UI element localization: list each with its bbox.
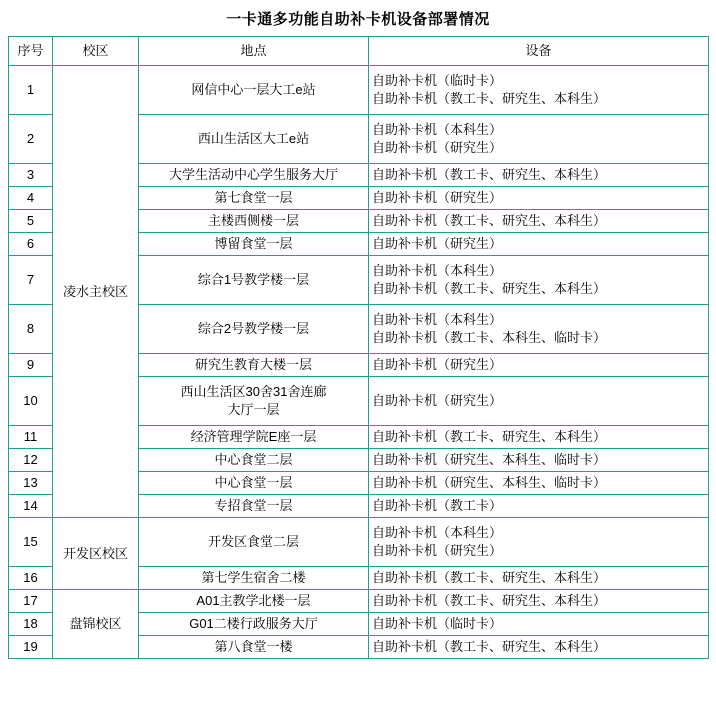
cell-seq: 7 <box>9 256 53 305</box>
device-line: 自助补卡机（研究生、本科生、临时卡） <box>372 452 607 467</box>
place-line: 中心食堂一层 <box>214 475 293 490</box>
cell-place <box>139 210 369 233</box>
device-line: 自助补卡机（教工卡、研究生、本科生） <box>372 281 607 296</box>
cell-place <box>139 66 369 115</box>
cell-campus: 开发区校区 <box>53 518 139 590</box>
cell-place <box>139 518 369 567</box>
cell-seq: 16 <box>9 567 53 590</box>
table-row <box>9 590 709 613</box>
device-line: 自助补卡机（研究生） <box>372 236 503 251</box>
cell-device <box>369 636 709 659</box>
cell-device <box>369 115 709 164</box>
place-line: 大学生活动中心学生服务大厅 <box>168 167 338 182</box>
place-line: 大厅一层 <box>227 402 280 417</box>
cell-device <box>369 472 709 495</box>
cell-device <box>369 164 709 187</box>
cell-device <box>369 210 709 233</box>
table-row <box>9 66 709 115</box>
device-line: 自助补卡机（研究生） <box>372 190 503 205</box>
cell-place <box>139 636 369 659</box>
cell-seq: 8 <box>9 305 53 354</box>
cell-seq: 18 <box>9 613 53 636</box>
device-line: 自助补卡机（教工卡、研究生、本科生） <box>372 570 607 585</box>
cell-place <box>139 495 369 518</box>
place-line: A01主教学北楼一层 <box>196 593 311 608</box>
place-line: 第八食堂一楼 <box>214 639 293 654</box>
device-line: 自助补卡机（教工卡） <box>372 498 503 513</box>
column-header-device: 设备 <box>369 37 709 66</box>
cell-place <box>139 449 369 472</box>
column-header-place: 地点 <box>139 37 369 66</box>
cell-device <box>369 354 709 377</box>
place-line: G01二楼行政服务大厅 <box>189 616 318 631</box>
place-line: 专招食堂一层 <box>214 498 293 513</box>
place-line: 西山生活区30舍31舍连廊 <box>180 384 327 399</box>
table-header-row <box>9 37 709 66</box>
cell-campus: 凌水主校区 <box>53 66 139 518</box>
table-body <box>9 66 709 659</box>
cell-seq: 11 <box>9 426 53 449</box>
place-line: 第七学生宿舍二楼 <box>201 570 306 585</box>
cell-device <box>369 305 709 354</box>
cell-place <box>139 590 369 613</box>
device-line: 自助补卡机（本科生） <box>372 525 503 540</box>
device-line: 自助补卡机（本科生） <box>372 122 503 137</box>
deployment-table <box>8 36 709 659</box>
cell-seq: 9 <box>9 354 53 377</box>
cell-seq: 2 <box>9 115 53 164</box>
place-line: 博留食堂一层 <box>214 236 293 251</box>
cell-seq: 12 <box>9 449 53 472</box>
cell-place <box>139 613 369 636</box>
device-line: 自助补卡机（研究生） <box>372 140 503 155</box>
cell-device <box>369 233 709 256</box>
device-line: 自助补卡机（教工卡、研究生、本科生） <box>372 593 607 608</box>
column-header-seq: 序号 <box>9 37 53 66</box>
cell-device <box>369 518 709 567</box>
cell-device <box>369 567 709 590</box>
cell-seq: 6 <box>9 233 53 256</box>
cell-device <box>369 377 709 426</box>
cell-device <box>369 187 709 210</box>
device-line: 自助补卡机（教工卡、研究生、本科生） <box>372 167 607 182</box>
place-line: 主楼西侧楼一层 <box>207 213 299 228</box>
cell-place <box>139 377 369 426</box>
device-line: 自助补卡机（研究生） <box>372 393 503 408</box>
device-line: 自助补卡机（教工卡、研究生、本科生） <box>372 91 607 106</box>
device-line: 自助补卡机（本科生） <box>372 263 503 278</box>
cell-seq: 1 <box>9 66 53 115</box>
device-line: 自助补卡机（教工卡、研究生、本科生） <box>372 213 607 228</box>
place-line: 综合2号教学楼一层 <box>197 321 310 336</box>
cell-place <box>139 164 369 187</box>
device-line: 自助补卡机（教工卡、本科生、临时卡） <box>372 330 607 345</box>
device-line: 自助补卡机（研究生） <box>372 357 503 372</box>
cell-device <box>369 613 709 636</box>
table-row <box>9 518 709 567</box>
cell-seq: 17 <box>9 590 53 613</box>
cell-seq: 4 <box>9 187 53 210</box>
place-line: 第七食堂一层 <box>214 190 293 205</box>
cell-place <box>139 567 369 590</box>
device-line: 自助补卡机（本科生） <box>372 312 503 327</box>
device-line: 自助补卡机（教工卡、研究生、本科生） <box>372 429 607 444</box>
cell-device <box>369 449 709 472</box>
cell-device <box>369 495 709 518</box>
place-line: 综合1号教学楼一层 <box>197 272 310 287</box>
cell-device <box>369 590 709 613</box>
place-line: 研究生教育大楼一层 <box>194 357 312 372</box>
place-line: 开发区食堂二层 <box>207 534 299 549</box>
column-header-campus: 校区 <box>53 37 139 66</box>
cell-seq: 15 <box>9 518 53 567</box>
cell-seq: 14 <box>9 495 53 518</box>
cell-device <box>369 426 709 449</box>
place-line: 经济管理学院E座一层 <box>190 429 317 444</box>
cell-place <box>139 233 369 256</box>
place-line: 网信中心一层大工e站 <box>191 82 316 97</box>
cell-place <box>139 115 369 164</box>
cell-seq: 13 <box>9 472 53 495</box>
cell-seq: 10 <box>9 377 53 426</box>
cell-place <box>139 256 369 305</box>
place-line: 西山生活区大工e站 <box>197 131 310 146</box>
cell-place <box>139 426 369 449</box>
device-line: 自助补卡机（研究生） <box>372 543 503 558</box>
cell-device <box>369 66 709 115</box>
device-line: 自助补卡机（临时卡） <box>372 616 503 631</box>
cell-seq: 19 <box>9 636 53 659</box>
cell-place <box>139 472 369 495</box>
cell-seq: 3 <box>9 164 53 187</box>
page-title: 一卡通多功能自助补卡机设备部署情况 <box>226 11 490 28</box>
cell-place <box>139 354 369 377</box>
device-line: 自助补卡机（研究生、本科生、临时卡） <box>372 475 607 490</box>
cell-place <box>139 305 369 354</box>
cell-campus: 盘锦校区 <box>53 590 139 659</box>
cell-device <box>369 256 709 305</box>
device-line: 自助补卡机（教工卡、研究生、本科生） <box>372 639 607 654</box>
cell-seq: 5 <box>9 210 53 233</box>
cell-place <box>139 187 369 210</box>
place-line: 中心食堂二层 <box>214 452 293 467</box>
device-line: 自助补卡机（临时卡） <box>372 73 503 88</box>
